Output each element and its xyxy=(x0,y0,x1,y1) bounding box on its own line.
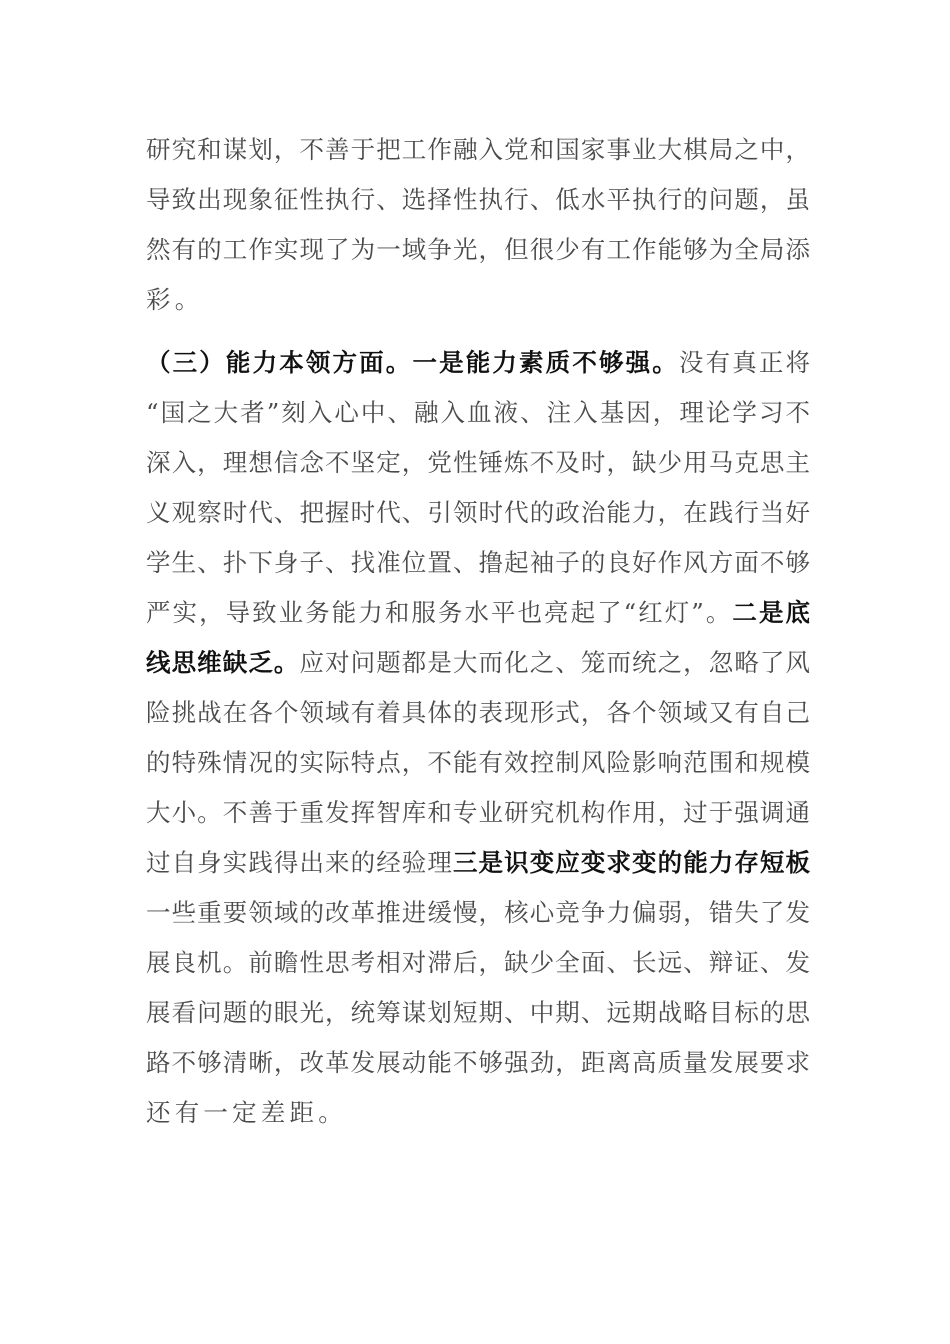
text-line: 研究和谋划，不善于把工作融入党和国家事业大棋局之中， xyxy=(146,135,810,164)
text-line: 彩。 xyxy=(146,285,204,314)
text-line xyxy=(146,841,810,885)
text-run: 过自身实践得出来的经验理 xyxy=(146,848,453,877)
bold-run: 二是底 xyxy=(732,598,810,627)
text-line: 然有的工作实现了为一域争光，但很少有工作能够为全局添 xyxy=(146,235,810,264)
text-line: “国之大者”刻入心中、融入血液、注入基因，理论学习不 xyxy=(146,398,810,427)
text-line: 学生、扑下身子、找准位置、撸起袖子的良好作风方面不够 xyxy=(146,548,810,577)
text-line: 展良机。前瞻性思考相对滞后，缺少全面、长远、辩证、发 xyxy=(146,948,810,977)
section-heading: （三）能力本领方面。一是能力素质不够强。 xyxy=(146,348,679,377)
text-line: 深入，理想信念不坚定，党性锤炼不及时，缺少用马克思主 xyxy=(146,448,810,477)
text-line xyxy=(146,591,810,635)
text-run: 没有真正将 xyxy=(678,348,811,377)
text-line: 路不够清晰，改革发展动能不够强劲，距离高质量发展要求 xyxy=(146,1048,810,1077)
text-line: 险挑战在各个领域有着具体的表现形式，各个领域又有自己 xyxy=(146,698,810,727)
text-line: 展看问题的眼光，统筹谋划短期、中期、远期战略目标的思 xyxy=(146,998,810,1027)
text-run: 严实，导致业务能力和服务水平也亮起了“红灯”。 xyxy=(146,598,733,627)
text-line xyxy=(146,641,810,685)
text-line: 还有一定差距。 xyxy=(146,1098,347,1127)
text-run: 应对问题都是大而化之、笼而统之，忽略了风 xyxy=(299,648,811,677)
text-line: 义观察时代、把握时代、引领时代的政治能力，在践行当好 xyxy=(146,498,810,527)
text-line: 导致出现象征性执行、选择性执行、低水平执行的问题，虽 xyxy=(146,185,810,214)
bold-run: 线思维缺乏。 xyxy=(146,648,300,677)
bold-run: 三是识变应变求变的能力存短板 xyxy=(452,848,811,877)
text-line xyxy=(146,341,810,385)
text-line: 一些重要领域的改革推进缓慢，核心竞争力偏弱，错失了发 xyxy=(146,898,810,927)
text-line: 大小。不善于重发挥智库和专业研究机构作用，过于强调通 xyxy=(146,798,810,827)
text-line: 的特殊情况的实际特点，不能有效控制风险影响范围和规模 xyxy=(146,748,810,777)
